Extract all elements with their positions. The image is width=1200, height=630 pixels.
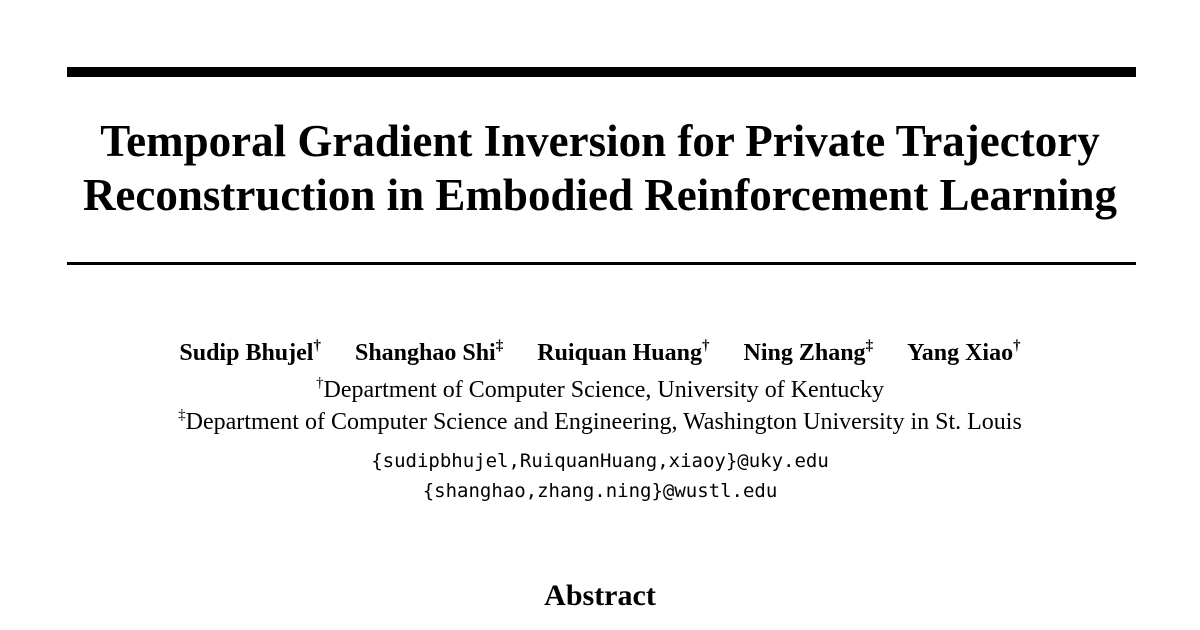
title-bottom-rule	[67, 262, 1136, 265]
top-rule	[67, 67, 1136, 77]
author-5	[907, 338, 1021, 368]
author-affiliation-mark: †	[702, 338, 710, 354]
affiliation-mark: ‡	[178, 407, 186, 423]
author-name: Ning Zhang	[743, 340, 866, 366]
author-affiliation-mark: ‡	[495, 338, 504, 354]
author-affiliation-mark: †	[313, 338, 321, 354]
title-line-2: Reconstruction in Embodied Reinforcement Learning	[82, 170, 1118, 220]
affiliation-text: Department of Computer Science, University of Kentucky	[323, 377, 884, 403]
author-name: Shanghao Shi	[354, 340, 496, 366]
author-3	[537, 338, 709, 368]
author-name: Sudip Bhujel	[179, 340, 314, 366]
affiliation-text: Department of Computer Science and Engineering, Washington University in St. Louis	[185, 409, 1022, 435]
author-affiliation-mark: †	[1013, 338, 1021, 354]
affiliation-1	[0, 375, 1200, 405]
author-4	[744, 338, 874, 368]
author-name: Yang Xiao	[907, 340, 1014, 366]
email-line-1: {sudipbhujel,RuiquanHuang,xiaoy}@uky.edu	[371, 450, 829, 472]
author-1	[179, 338, 321, 368]
author-2	[355, 338, 503, 368]
abstract-heading: Abstract	[544, 579, 656, 612]
paper-title	[0, 114, 1200, 222]
title-line-1: Temporal Gradient Inversion for Private Trajectory	[100, 116, 1100, 166]
author-list	[0, 338, 1200, 368]
affiliation-2	[0, 407, 1200, 437]
email-line-2: {shanghao,zhang.ning}@wustl.edu	[422, 480, 778, 502]
author-name: Ruiquan Huang	[537, 340, 702, 366]
affiliation-mark: †	[315, 375, 324, 391]
author-affiliation-mark: ‡	[865, 338, 874, 354]
